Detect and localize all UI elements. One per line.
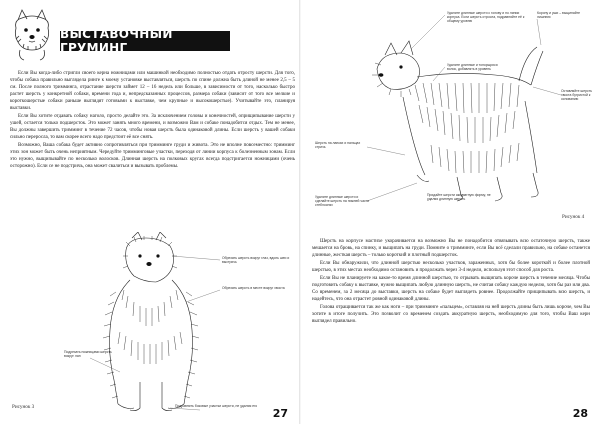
figure-callout: Подрезать ножницами шерсть вокруг лап: [64, 350, 112, 359]
figure-callout: Корону и уши – выщипайте лишнюю: [537, 11, 580, 20]
left-body-text: [10, 70, 295, 228]
page-number: 28: [572, 407, 588, 420]
figure-callout: Оставляйте шерсть хвоста бугристой к основанию: [561, 89, 593, 102]
figure-callout: Удалите длинные шерсти с голову и по линии корпуса. Если шерсть отросла, подравняйте её к общему уровню: [447, 11, 525, 24]
paragraph: Если Вы не планируете на какое-то время длинной шерстью, то отрывать выщипать короче шерсть в течение месяца. Чтобы подготовить собаку к выставке, нужно выщипать любую длинную шерсть, не считая собаку каждую неделю, хотя бы раз или два. Со временем, за 2 месяца до выставки, шерсть на собаке будет выглядеть ровнее. Продолжайте прищипывать всю шерсть, и надейтесь, что она отрастет ровной одинаковой длины.: [312, 275, 590, 302]
figure-caption: Рисунок 4: [562, 214, 585, 220]
right-page: [300, 0, 600, 424]
paragraph: Если Вы обнаружили, что длинной шерстью несколько участков, зараженных, хотя бы более короткой и более плотной шерстью, в этих местах необходимо остановить и продолжать через 3-4 недели, используя этот способ для роста.: [312, 260, 590, 273]
paragraph: Возможно, Ваша собака будет активно сопротивляться при тримминге груди и живота. Это не вполне повсеместно: тримминг этих зон может быть очень неприятным. Чередуйте тримминговые участки, переходя от линии корпуса к болезненным зонам. Если это нужно, выщипывайте по несколько волосков. Длинная шерсть на полковых кругах всегда подстригается ножницами (очень осторожно). Если се не подстричь, она может свалиться и вызывать проблемы.: [10, 143, 295, 170]
figure-callout: Шерсть на лапках и пальцах стричь: [315, 141, 361, 150]
figure-callout: Удалите длинные и топорщихся волос, добавлять в уровень: [447, 63, 498, 72]
page-title: ВЫСТАВОЧНЫЙ ГРУМИНГ: [60, 31, 230, 51]
figure-caption: Рисунок 3: [12, 404, 35, 410]
right-body-text: [312, 238, 590, 368]
paragraph: Голова отращивается так же как ноги – при тримминге «пальцем», оставляя на ней шерсть длины быть лишь короче, чем Вы хотите в итоге получить. Это позволит со временем создать аккуратную шерсть, необходимую для того, чтобы Ваш керн выглядел правильно.: [312, 304, 590, 324]
figure-callout: Обрезать шерсть вокруг глаз, вдоль шеи и выстричь: [222, 256, 290, 265]
figure-callout: Придайте шерсти аккуратную форму, не удаляя длинную шерсть: [427, 193, 491, 202]
figure-callout: Подравнять боковые участки шерсти, не удаляя его: [175, 404, 258, 408]
cairn-terrier-logo-icon: [8, 6, 56, 62]
figure-callout: Обрезать шерсть в месте вокруг хвоста: [222, 286, 285, 290]
paragraph: Шерсть на корпусе мастихе укорачивается на возможно Вы не понадобится отвязывать всю остаточную шерсть, также мешается на бровь, на спинку, и выщипать на груди. Помните о тримминге, если Вы всё сделали правильно, на собаке останется длинные, жесткая шерсть – только короткий и плотный подшерсток.: [312, 239, 590, 259]
figure-3: [60, 232, 295, 417]
page-number: 27: [272, 407, 288, 420]
page-header: [8, 6, 296, 66]
figure-4: [305, 5, 600, 230]
paragraph: Если Вы хотите отдавать собаку наголо, просто делайте это. За исключением головы и конечностей, оприщипывание шерсти у ушей, остается только подшерсток. Это может занять много времени, и возможно Вам и собаке понадобится отдых. Тем не менее, Вы должны завершить тримминг в течение 72 часов, чтобы новая шерсть была одинаковой длины. Если шерсть у вашей собаки сильно перерослa, то вам скорее всего надо предстоит её все снять.: [10, 114, 295, 141]
paragraph: Если Вы когда-либо стригли своего керна ножницами или машинкой необходимо полностью отдать отросту шерсти. Для того, чтобы собака правильно выглядела ринге к моему установке выставляться, шерсть по спине должна быть длиной не менее 2,5 – 5 см. После полного тримминга, отрастание шерсти займет 12 – 16 недель или больше, в зависимости от того, насколько быстро растет шерсть у конкретной собаки, времени года и, непредсказанных процессов, размера собаки (зависит от того все мелкие и короткошерстые собаки раньше выглядят готовыми к выставке, чем крупные и высокошерстые). Учитывайте это, планируя выставки.: [10, 71, 295, 112]
figure-callout: Удалите длинные шерсти и сделайте шерсть на нижней части стеблоснях: [315, 195, 370, 208]
